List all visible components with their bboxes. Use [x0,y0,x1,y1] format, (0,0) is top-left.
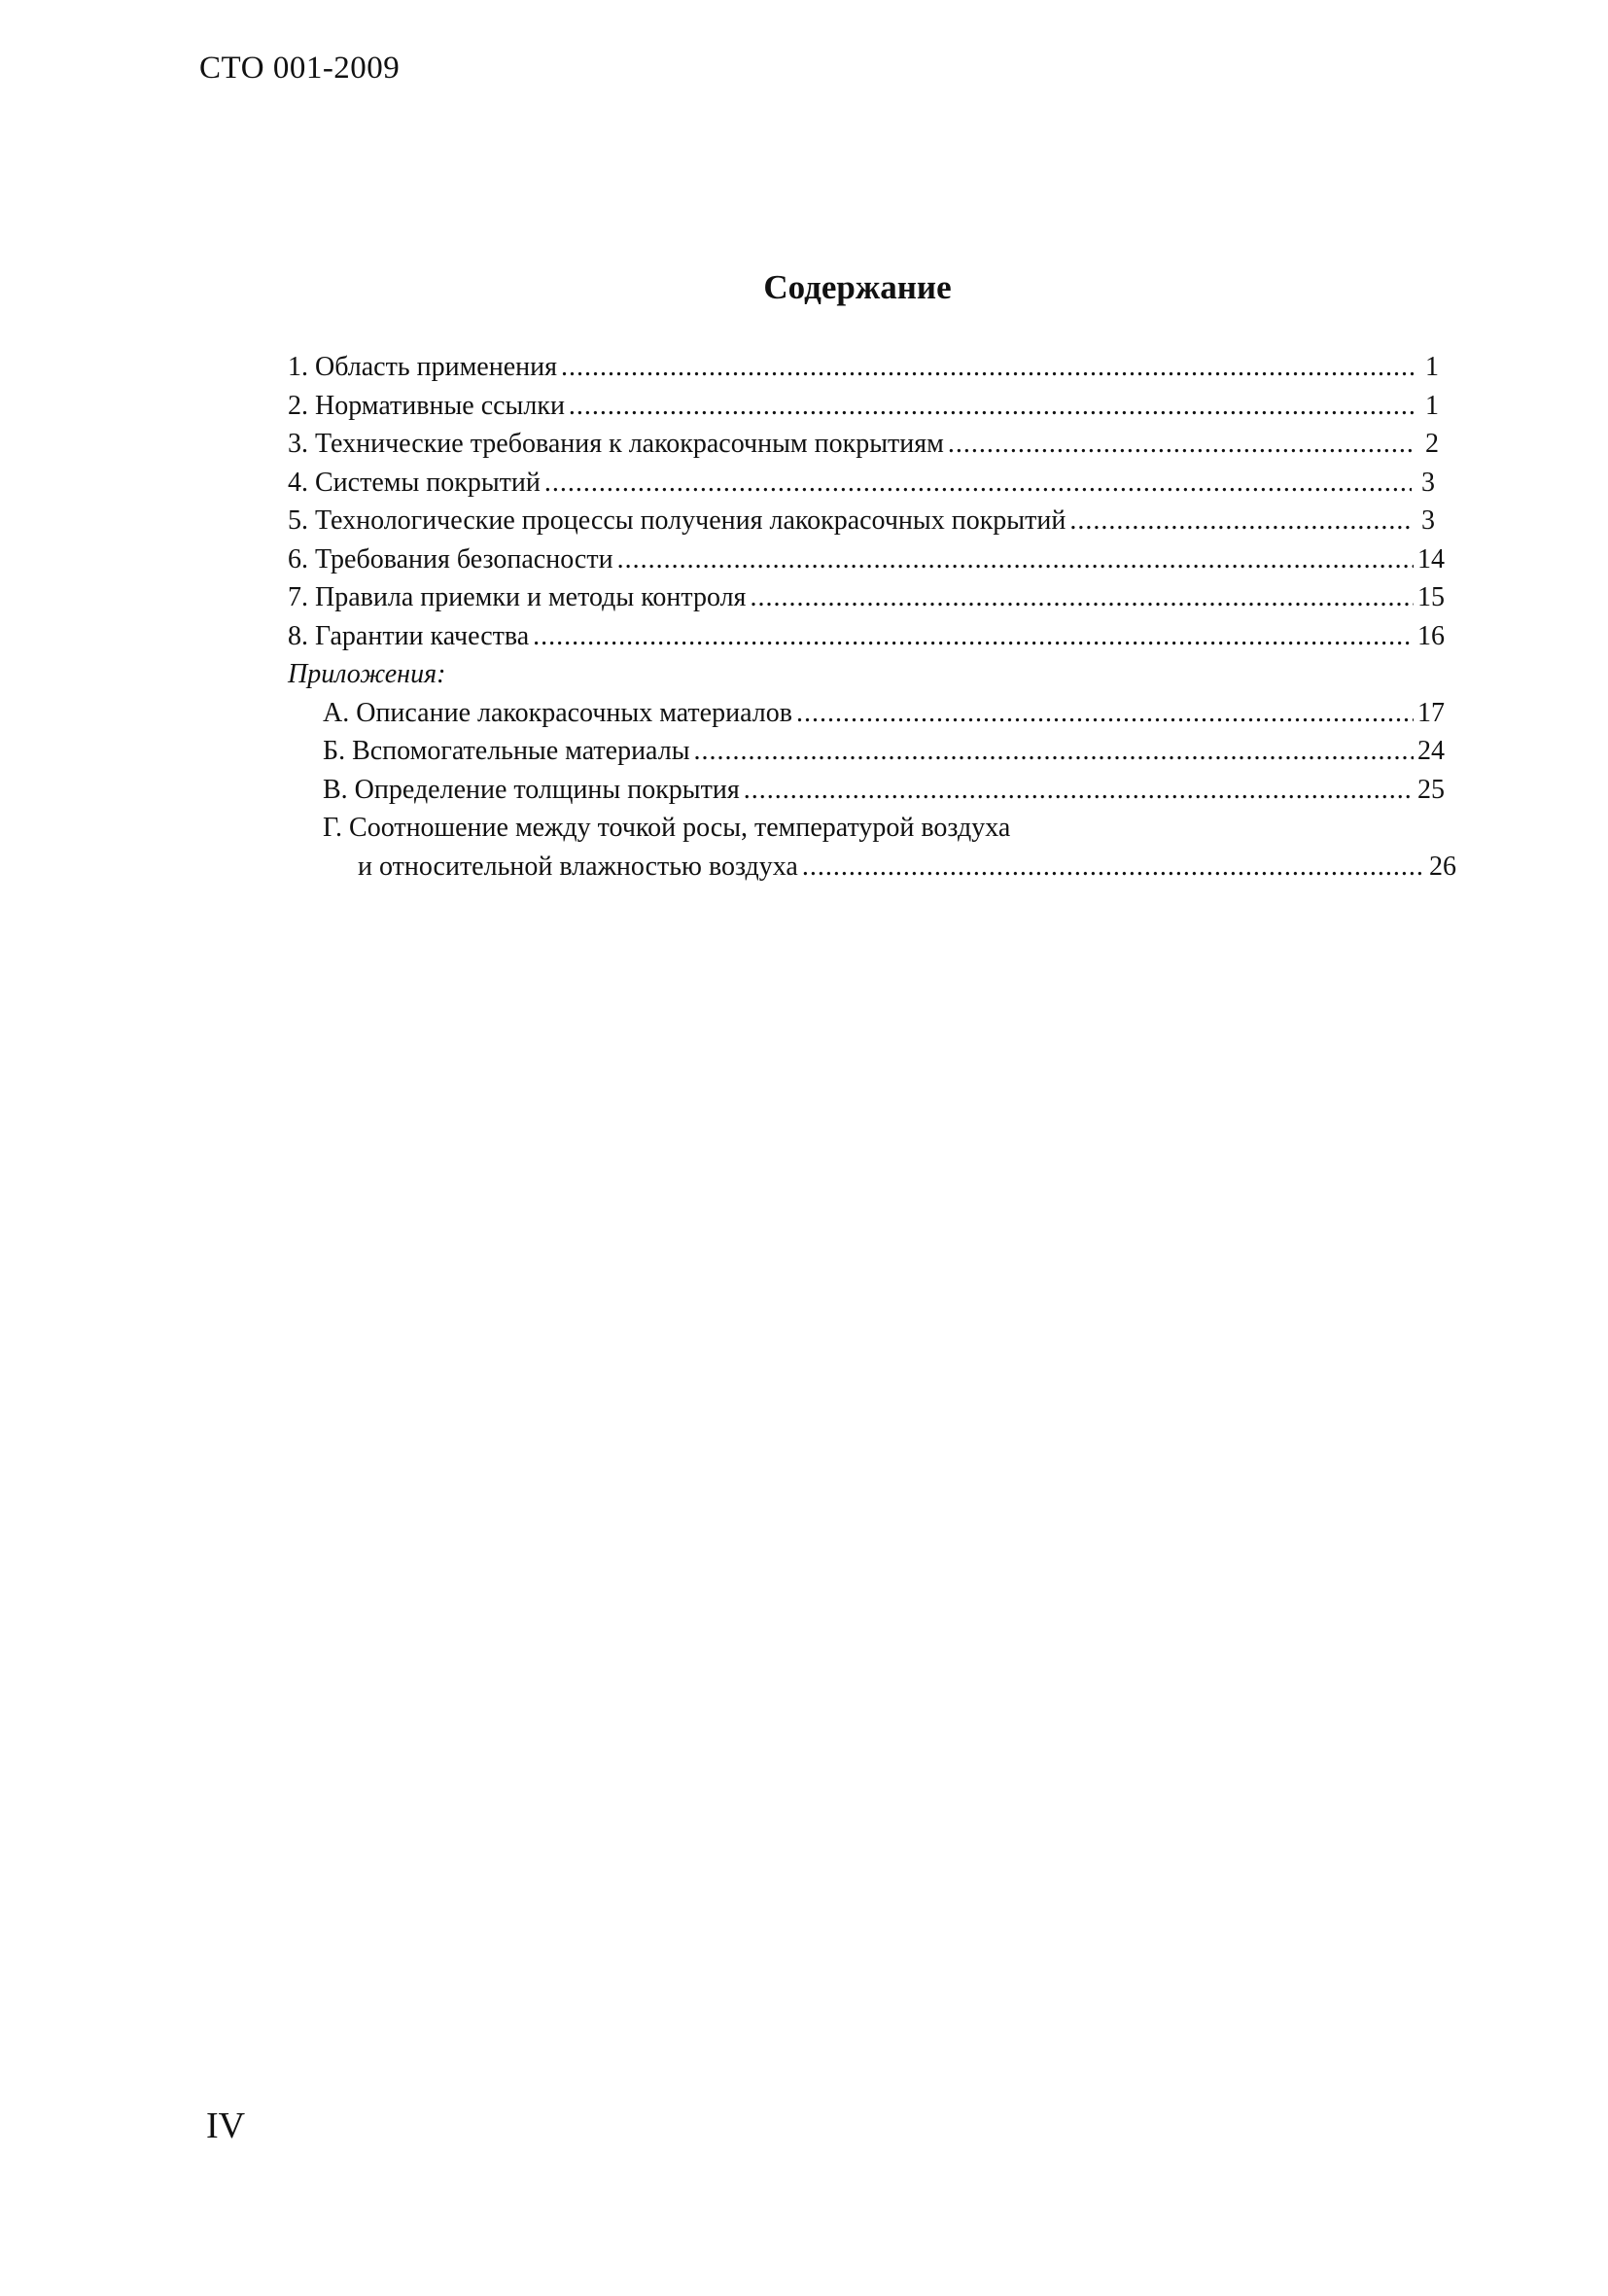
document-code: СТО 001-2009 [199,51,401,86]
toc-entry-label: 7. Правила приемки и методы контроля [288,582,747,612]
toc-entry-label: Б. Вспомогательные материалы [323,736,690,766]
toc-appendix-entry-line2[interactable] [288,848,1456,887]
toc-entry-page: 1 [1425,352,1439,382]
toc-entry-label: и относительной влажностью воздуха [358,851,798,882]
toc-entry[interactable] [288,348,1439,387]
toc-entry[interactable] [288,425,1439,464]
toc-entry-label: 8. Гарантии качества [288,620,530,651]
toc-leader-dots [694,732,1414,771]
toc-leader-dots [948,425,1416,464]
toc-entry[interactable] [288,578,1445,617]
toc-entry-page: 2 [1425,429,1439,459]
toc-title: Содержание [763,268,952,306]
toc-entry[interactable] [288,617,1445,656]
toc-leader-dots [533,617,1414,656]
toc-leader-dots [617,540,1414,579]
toc-entry-label: 6. Требования безопасности [288,543,613,574]
toc-entry-label: 5. Технологические процессы получения лакокрасочных покрытий [288,505,1066,536]
toc-entry-page: 3 [1421,505,1435,536]
toc-appendix-entry-line1[interactable] [288,809,1454,848]
toc-leader-dots [1069,502,1412,540]
toc-entry-page: 1 [1425,390,1439,421]
toc-leader-dots [796,694,1414,733]
toc-entry[interactable] [288,540,1445,579]
page-number: IV [206,2105,246,2146]
toc-entry-page: 26 [1429,851,1456,882]
toc-appendix-entry[interactable] [288,771,1445,810]
toc-entry-label: А. Описание лакокрасочных материалов [323,697,792,728]
toc-entry-page: 17 [1417,697,1445,728]
toc-leader-dots [569,387,1416,426]
toc-entry-page: 15 [1417,582,1445,612]
toc-leader-dots [750,578,1414,617]
toc-appendix-entry[interactable] [288,694,1445,733]
toc-leader-dots [561,348,1416,387]
toc-entry-label: В. Определение толщины покрытия [323,774,740,805]
toc-entry-page: 3 [1421,467,1435,498]
toc-entry-label: 3. Технические требования к лакокрасочным покрытиям [288,429,944,459]
toc-entry-label: 1. Область применения [288,352,557,382]
toc-entry-label: 4. Системы покрытий [288,467,541,498]
toc-appendix-entry[interactable] [288,732,1445,771]
table-of-contents [288,348,1454,886]
toc-entry[interactable] [288,502,1435,540]
toc-leader-dots [744,771,1414,810]
appendix-heading [288,655,1454,694]
toc-entry-label: Г. Соотношение между точкой росы, температурой воздуха [323,813,1011,843]
toc-leader-dots [802,848,1425,887]
toc-entry[interactable] [288,387,1439,426]
toc-leader-dots [544,464,1412,503]
toc-entry-label: 2. Нормативные ссылки [288,390,565,421]
toc-entry-page: 16 [1417,620,1445,651]
appendix-heading-label: Приложения: [288,659,446,689]
toc-entry-page: 24 [1417,736,1445,766]
toc-entry-page: 14 [1417,543,1445,574]
toc-entry[interactable] [288,464,1435,503]
toc-entry-page: 25 [1417,774,1445,805]
